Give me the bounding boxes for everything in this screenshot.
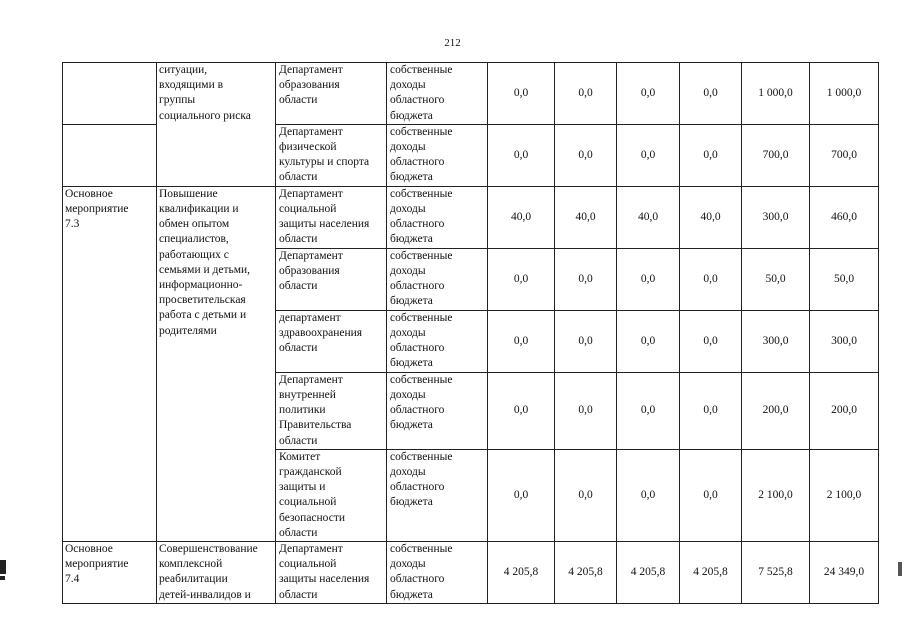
source-cell — [387, 542, 488, 604]
value-cell: 200,0 — [810, 372, 879, 449]
value-cell: 4 205,8 — [617, 542, 680, 604]
value-cell: 0,0 — [488, 310, 555, 372]
value-cell: 0,0 — [680, 449, 742, 541]
value-cell: 4 205,8 — [680, 542, 742, 604]
value-cell: 700,0 — [810, 124, 879, 186]
value-cell: 300,0 — [810, 310, 879, 372]
description-cell — [157, 186, 276, 541]
source-text: собственные доходы областного бюджета — [390, 187, 453, 246]
value-cell: 0,0 — [488, 449, 555, 541]
value-cell: 300,0 — [742, 310, 810, 372]
value-cell: 2 100,0 — [742, 449, 810, 541]
event-label: Основное мероприятие 7.4 — [65, 543, 129, 586]
value-cell: 2 100,0 — [810, 449, 879, 541]
source-cell — [387, 372, 488, 449]
executor-cell — [276, 63, 387, 125]
event-label: Основное мероприятие 7.3 — [65, 187, 129, 231]
value-cell: 0,0 — [617, 372, 680, 449]
value-cell: 0,0 — [488, 63, 555, 125]
table-row — [63, 542, 879, 604]
value-cell: 700,0 — [742, 124, 810, 186]
executor-cell — [276, 248, 387, 310]
table-row — [63, 63, 879, 125]
source-text: собственные доходы областного бюджета — [390, 450, 453, 509]
value-cell: 40,0 — [680, 186, 742, 248]
value-cell: 50,0 — [742, 248, 810, 310]
value-cell: 40,0 — [555, 186, 617, 248]
value-cell: 460,0 — [810, 186, 879, 248]
source-cell — [387, 310, 488, 372]
description-cell — [157, 542, 276, 604]
source-cell — [387, 449, 488, 541]
value-cell: 4 205,8 — [555, 542, 617, 604]
value-cell: 0,0 — [555, 63, 617, 125]
description-text: Повышение квалификации и обмен опытом специалистов, работающих с семьями и детьми, информационно- просветительская работа с детьми и родителями — [159, 187, 251, 337]
value-cell: 7 525,8 — [742, 542, 810, 604]
scan-artifact-mark — [0, 560, 6, 574]
source-text: собственные доходы областного бюджета — [390, 311, 453, 370]
source-text: собственные доходы областного бюджета — [390, 125, 453, 184]
value-cell: 0,0 — [617, 63, 680, 125]
value-cell: 0,0 — [617, 248, 680, 310]
event-cell — [63, 63, 157, 125]
source-cell — [387, 186, 488, 248]
value-cell: 0,0 — [680, 124, 742, 186]
value-cell: 4 205,8 — [488, 542, 555, 604]
executor-text: Департамент внутренней политики Правительства области — [279, 373, 352, 447]
source-cell — [387, 63, 488, 125]
event-cell — [63, 186, 157, 541]
event-cell — [63, 542, 157, 604]
value-cell: 0,0 — [555, 449, 617, 541]
value-cell: 0,0 — [555, 310, 617, 372]
source-cell — [387, 248, 488, 310]
executor-cell — [276, 372, 387, 449]
source-cell — [387, 124, 488, 186]
value-cell: 0,0 — [680, 310, 742, 372]
source-text: собственные доходы областного бюджета — [390, 373, 453, 432]
description-text: Совершенствование комплексной реабилитации детей-инвалидов и — [159, 543, 258, 601]
value-cell: 50,0 — [810, 248, 879, 310]
budget-table — [62, 62, 879, 604]
executor-cell — [276, 310, 387, 372]
value-cell: 24 349,0 — [810, 542, 879, 604]
executor-text: Департамент образования области — [279, 249, 343, 293]
value-cell: 0,0 — [617, 449, 680, 541]
value-cell: 1 000,0 — [742, 63, 810, 125]
value-cell: 0,0 — [488, 124, 555, 186]
executor-text: Департамент социальной защиты населения области — [279, 543, 370, 601]
value-cell: 0,0 — [617, 310, 680, 372]
executor-cell — [276, 449, 387, 541]
value-cell: 0,0 — [488, 372, 555, 449]
value-cell: 40,0 — [488, 186, 555, 248]
source-text: собственные доходы областного бюджета — [390, 543, 453, 601]
value-cell: 1 000,0 — [810, 63, 879, 125]
executor-text: Департамент физической культуры и спорта области — [279, 125, 370, 184]
executor-text: Департамент образования области — [279, 64, 343, 107]
description-text: ситуации, входящими в группы социального риска — [159, 64, 251, 122]
executor-cell — [276, 124, 387, 186]
event-cell — [63, 124, 157, 186]
value-cell: 0,0 — [680, 63, 742, 125]
scan-artifact-mark — [898, 562, 902, 576]
value-cell: 0,0 — [488, 248, 555, 310]
value-cell: 0,0 — [680, 372, 742, 449]
value-cell: 40,0 — [617, 186, 680, 248]
executor-text: Комитет гражданской защиты и социальной безопасности области — [279, 450, 346, 539]
executor-cell — [276, 542, 387, 604]
value-cell: 0,0 — [555, 124, 617, 186]
value-cell: 0,0 — [555, 372, 617, 449]
value-cell: 0,0 — [555, 248, 617, 310]
table-row — [63, 186, 879, 248]
source-text: собственные доходы областного бюджета — [390, 64, 453, 122]
value-cell: 300,0 — [742, 186, 810, 248]
source-text: собственные доходы областного бюджета — [390, 249, 453, 308]
executor-text: Департамент социальной защиты населения области — [279, 187, 370, 246]
value-cell: 200,0 — [742, 372, 810, 449]
executor-cell — [276, 186, 387, 248]
executor-text: департамент здравоохранения области — [279, 311, 363, 355]
description-cell — [157, 63, 276, 187]
page-number: 212 — [444, 37, 461, 49]
value-cell: 0,0 — [617, 124, 680, 186]
value-cell: 0,0 — [680, 248, 742, 310]
scan-artifact-mark — [0, 576, 5, 580]
